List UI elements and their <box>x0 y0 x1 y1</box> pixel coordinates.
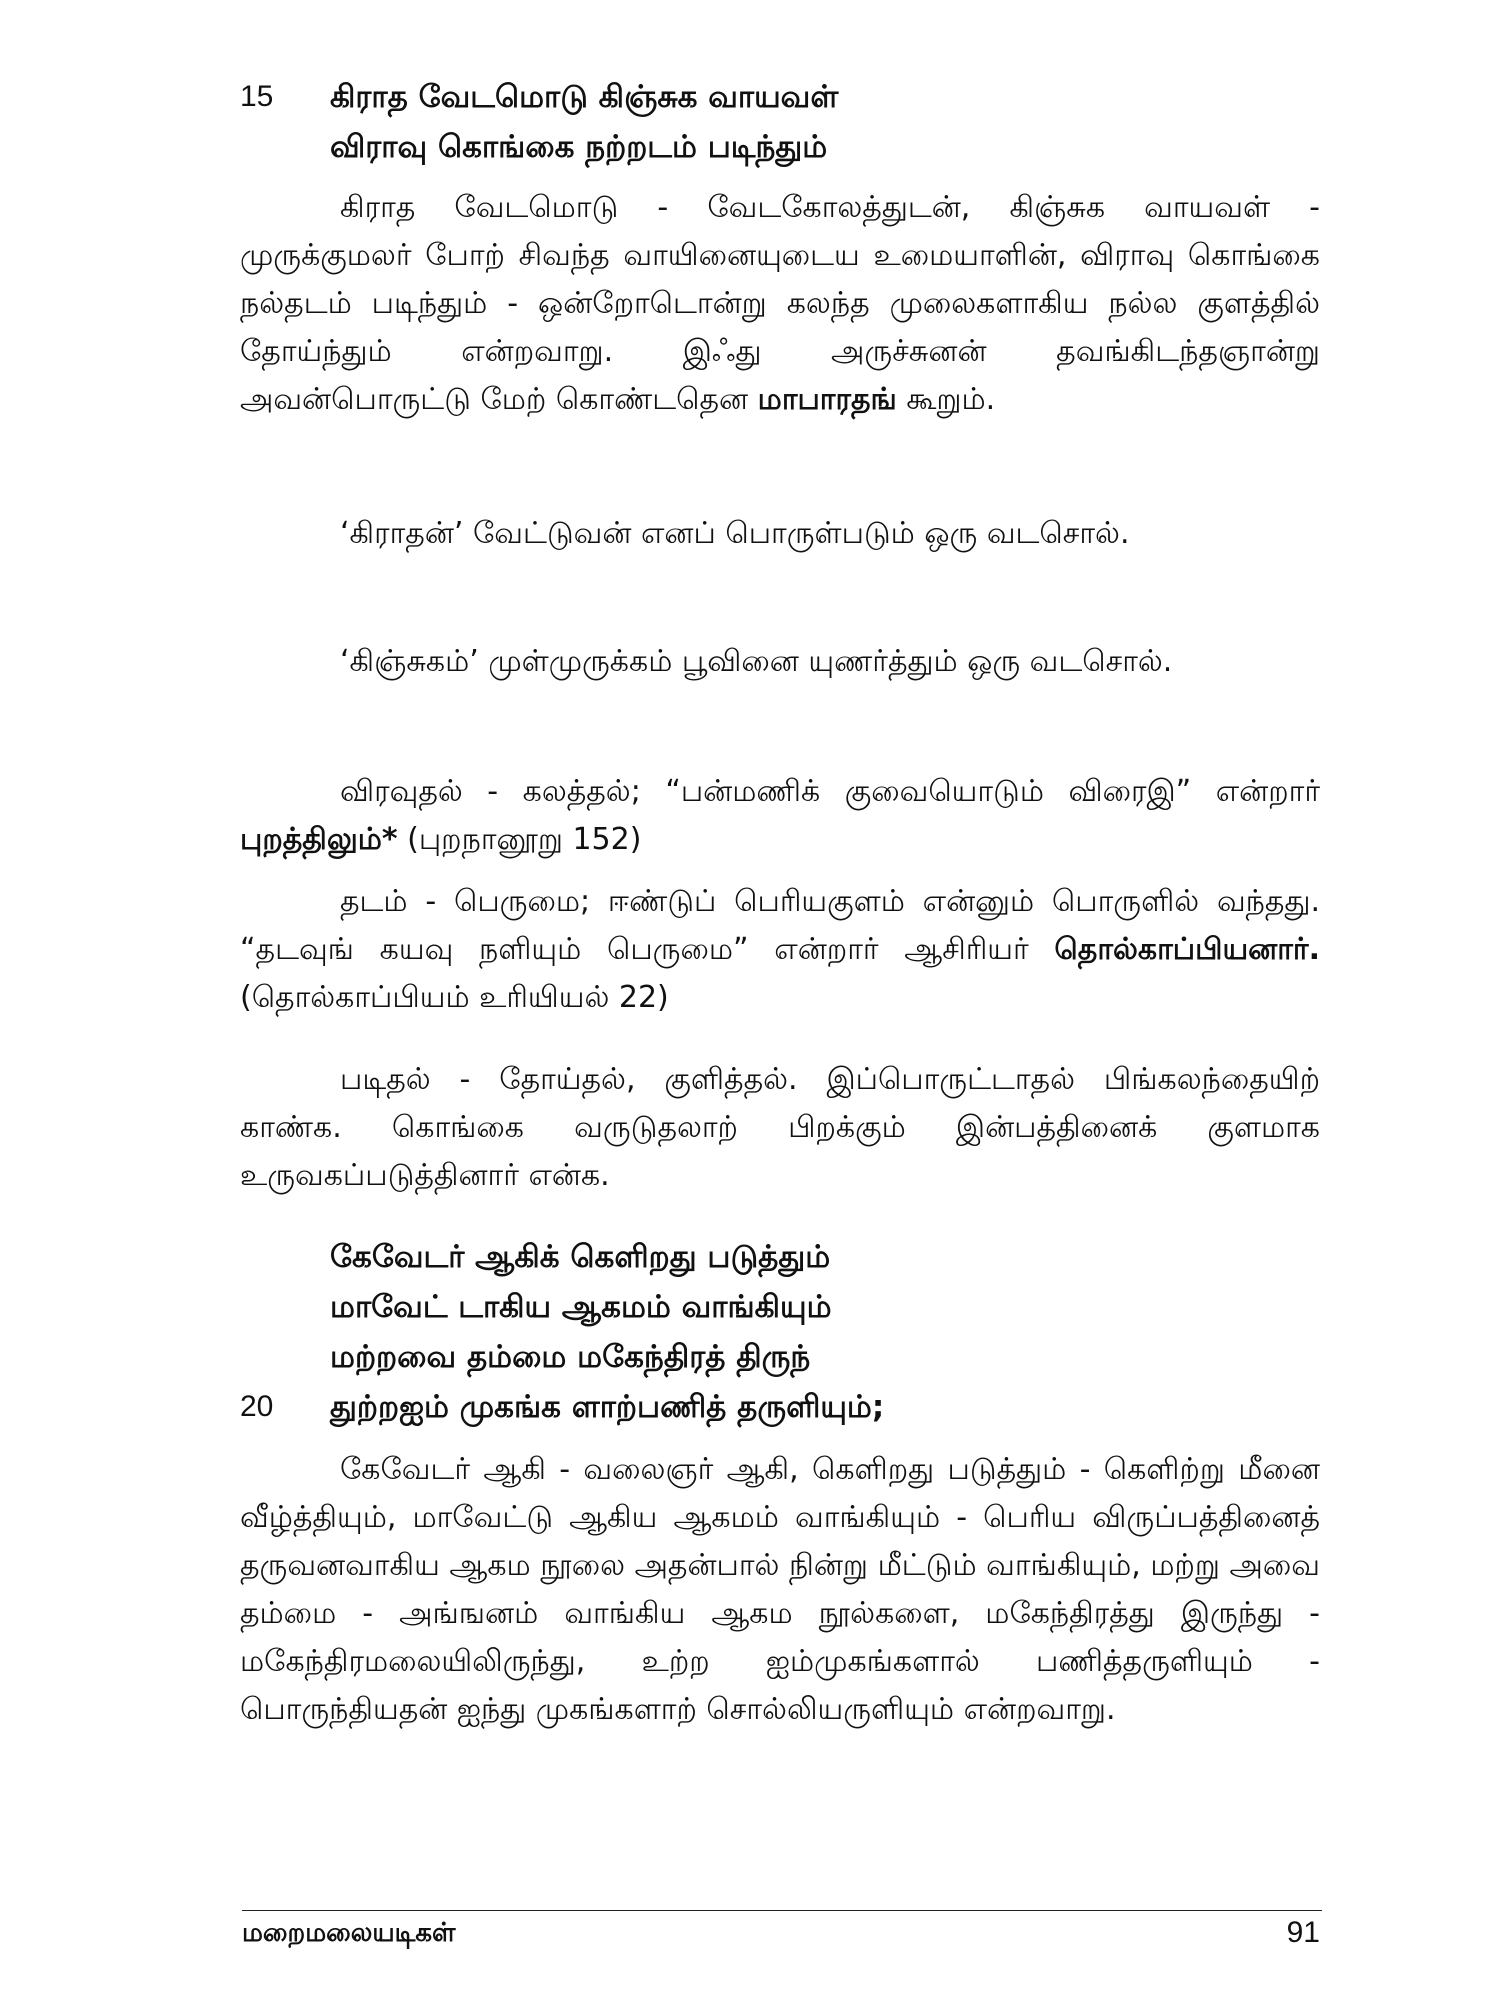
commentary-paragraph <box>240 768 1320 864</box>
verse-number: 15 <box>240 80 274 113</box>
commentary-text: விரவுதல் - கலத்தல்; “பன்மணிக் குவையொடும் விரைஇ” என்றார் <box>340 774 1320 809</box>
verse-number: 20 <box>240 1390 274 1423</box>
verse-line <box>240 122 1340 172</box>
verse-line <box>240 1282 1340 1332</box>
commentary-text: கூறும். <box>896 382 996 417</box>
verse-line <box>240 1232 1340 1282</box>
citation-source: புறத்திலும்* <box>240 822 398 857</box>
verse-block-20 <box>240 1232 1340 1432</box>
verse-line <box>240 72 1340 122</box>
citation-source: தொல்காப்பியனார். <box>1054 932 1320 967</box>
commentary-text: தடம் - பெருமை; ஈண்டுப் பெரியகுளம் என்னும் பொருளில் வந்தது. “தடவுங் கயவு நளியும் பெருமை” என்றார் ஆசிரியர் <box>240 884 1320 967</box>
verse-text: விராவு கொங்கை நற்றடம் படிந்தும் <box>330 129 828 165</box>
page-number: 91 <box>1286 1916 1320 1949</box>
commentary-text: ‘கிராதன்’ வேட்டுவன் எனப் பொருள்படும் ஒரு வடசொல். <box>340 516 1130 551</box>
commentary-paragraph <box>240 878 1320 1022</box>
verse-text: கேவேடர் ஆகிக் கெளிறது படுத்தும் <box>330 1239 831 1275</box>
commentary-text: படிதல் - தோய்தல், குளித்தல். இப்பொருட்டாதல் பிங்கலந்தையிற் காண்க. கொங்கை வருடுதலாற் பிறக்கும் இன்பத்தினைக் குளமாக உருவகப்படுத்தினார் என்க. <box>240 1062 1320 1193</box>
commentary-text: கேவேடர் ஆகி - வலைஞர் ஆகி, கெளிறது படுத்தும் - கெளிற்று மீனை வீழ்த்தியும், மாவேட்டு ஆகிய ஆகமம் வாங்கியும் - பெரிய விருப்பத்தினைத் தருவனவாகிய ஆகம நூலை அதன்பால் நின்று மீட்டும் வாங்கியும், மற்று அவை தம்மை - அங்ஙனம் வாங்கிய ஆகம நூல்களை, மகேந்திரத்து இருந்து - மகேந்திரமலையிலிருந்து, உற்ற ஐம்முகங்களால் பணித்தருளியும் - பொருந்தியதன் ஐந்து முகங்களாற் சொல்லியருளியும் என்றவாறு. <box>240 1452 1320 1727</box>
verse-text: துற்றஐம் முகங்க ளாற்பணித் தருளியும்; <box>330 1389 885 1425</box>
citation-source: மாபாரதங் <box>757 382 897 417</box>
verse-block-15 <box>240 72 1340 172</box>
commentary-text: (புறநானூறு 152) <box>397 822 642 857</box>
commentary-paragraph <box>240 638 1320 686</box>
commentary-text: (தொல்காப்பியம் உரியியல் 22) <box>240 980 669 1015</box>
commentary-paragraph <box>240 1056 1320 1200</box>
verse-line <box>240 1332 1340 1382</box>
commentary-text: கிராத வேடமொடு - வேடகோலத்துடன், கிஞ்சுக வாயவள் - முருக்குமலர் போற் சிவந்த வாயினையுடைய உமையாளின், விராவு கொங்கை நல்தடம் படிந்தும் - ஒன்றோடொன்று கலந்த முலைகளாகிய நல்ல குளத்தில் தோய்ந்தும் என்றவாறு. இஃது அருச்சுனன் தவங்கிடந்தஞான்று அவன்பொருட்டு மேற் கொண்டதென <box>240 190 1320 417</box>
footer-divider <box>242 1910 1322 1911</box>
footer-author: மறைமலையடிகள் <box>242 1918 456 1948</box>
commentary-paragraph <box>240 184 1320 424</box>
verse-text: மற்றவை தம்மை மகேந்திரத் திருந் <box>330 1339 811 1375</box>
verse-text: மாவேட் டாகிய ஆகமம் வாங்கியும் <box>330 1289 832 1325</box>
commentary-paragraph <box>240 1446 1320 1734</box>
commentary-paragraph <box>240 510 1320 558</box>
commentary-text: ‘கிஞ்சுகம்’ முள்முருக்கம் பூவினை யுணர்த்தும் ஒரு வடசொல். <box>340 644 1173 679</box>
verse-text: கிராத வேடமொடு கிஞ்சுக வாயவள் <box>330 79 839 115</box>
verse-line <box>240 1382 1340 1432</box>
